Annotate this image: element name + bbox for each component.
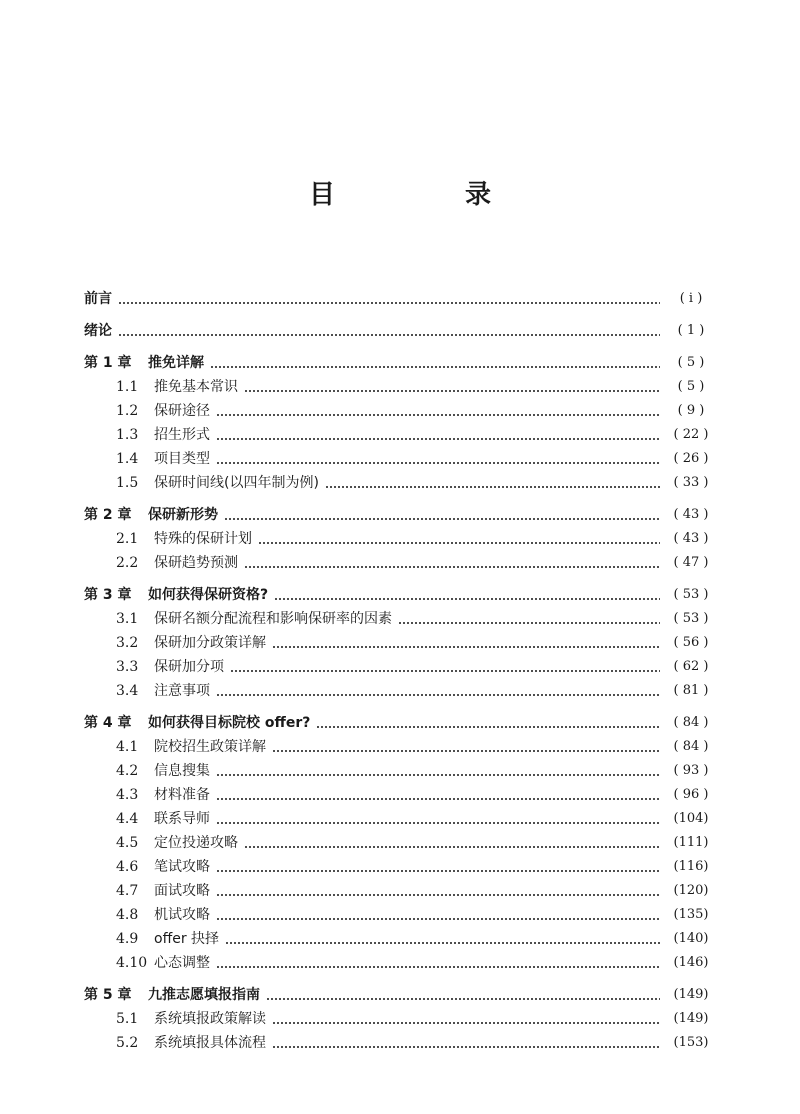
toc-entry-number: 第 4 章 bbox=[84, 715, 132, 731]
dot-leader bbox=[398, 607, 660, 631]
dot-leader bbox=[216, 783, 660, 807]
toc-entry-number: 4.7 bbox=[116, 883, 139, 899]
toc-entry-title: 心态调整 bbox=[154, 955, 210, 971]
dot-leader bbox=[244, 831, 660, 855]
toc-entry-title: 招生形式 bbox=[154, 427, 210, 443]
toc-entry-number: 3.4 bbox=[116, 683, 139, 699]
toc-entry-title: 机试攻略 bbox=[154, 907, 210, 923]
toc-entry-title: 系统填报政策解读 bbox=[154, 1011, 266, 1027]
toc-entry-number: 1.2 bbox=[116, 403, 139, 419]
dot-leader bbox=[118, 287, 660, 311]
dot-leader bbox=[272, 735, 660, 759]
toc-section-entry bbox=[0, 1031, 800, 1055]
toc-entry-number: 3.3 bbox=[116, 659, 139, 675]
toc-entry-number: 1.1 bbox=[116, 379, 139, 395]
toc-entry-number: 4.3 bbox=[116, 787, 139, 803]
dot-leader bbox=[216, 951, 660, 975]
toc-page-number: ( 43 ) bbox=[673, 507, 709, 522]
toc-entry-number: 第 5 章 bbox=[84, 987, 132, 1003]
toc-chapter-entry bbox=[0, 351, 800, 375]
toc-page-number: ( 1 ) bbox=[677, 323, 705, 338]
toc-page-number: (149) bbox=[673, 1011, 709, 1026]
toc-page-number: ( 47 ) bbox=[673, 555, 709, 570]
toc-section-entry bbox=[0, 607, 800, 631]
toc-section-entry bbox=[0, 375, 800, 399]
toc-section-entry bbox=[0, 759, 800, 783]
toc-page-number: (116) bbox=[673, 859, 709, 874]
toc-entry-number: 4.5 bbox=[116, 835, 139, 851]
toc-entry-title: 系统填报具体流程 bbox=[154, 1035, 266, 1051]
dot-leader bbox=[118, 319, 660, 343]
toc-page-number: ( 22 ) bbox=[673, 427, 709, 442]
toc-section-entry bbox=[0, 831, 800, 855]
toc-section-entry bbox=[0, 551, 800, 575]
dot-leader bbox=[230, 655, 660, 679]
dot-leader bbox=[224, 503, 660, 527]
toc-chapter-entry bbox=[0, 983, 800, 1007]
toc-page-number: ( 93 ) bbox=[673, 763, 709, 778]
toc-section-entry bbox=[0, 655, 800, 679]
toc-page-number: (149) bbox=[673, 987, 709, 1002]
toc-section-entry bbox=[0, 679, 800, 703]
dot-leader bbox=[216, 423, 660, 447]
toc-page-number: ( ⅰ ) bbox=[679, 291, 703, 306]
toc-entry-title: 推免基本常识 bbox=[154, 379, 238, 395]
toc-entry-title: 信息搜集 bbox=[154, 763, 210, 779]
dot-leader bbox=[216, 447, 660, 471]
toc-page-number: (146) bbox=[673, 955, 709, 970]
toc-entry-number: 4.1 bbox=[116, 739, 139, 755]
toc-page-number: ( 81 ) bbox=[673, 683, 709, 698]
toc-page-number: ( 5 ) bbox=[677, 355, 705, 370]
toc-entry-title: 院校招生政策详解 bbox=[154, 739, 266, 755]
toc-entry-title: 保研加分政策详解 bbox=[154, 635, 266, 651]
toc-entry-title: 九推志愿填报指南 bbox=[148, 987, 260, 1003]
toc-page-number: ( 96 ) bbox=[673, 787, 709, 802]
toc-entry-number: 3.2 bbox=[116, 635, 139, 651]
dot-leader bbox=[216, 759, 660, 783]
toc-entry-number: 4.8 bbox=[116, 907, 139, 923]
dot-leader bbox=[210, 351, 660, 375]
toc-entry-number: 4.10 bbox=[116, 955, 148, 971]
dot-leader bbox=[216, 679, 660, 703]
toc-entry-title: 保研趋势预测 bbox=[154, 555, 238, 571]
toc-section-entry bbox=[0, 783, 800, 807]
toc-entry-number: 5.2 bbox=[116, 1035, 139, 1051]
toc-entry-number: 5.1 bbox=[116, 1011, 139, 1027]
toc-page-number: ( 56 ) bbox=[673, 635, 709, 650]
toc-section-entry bbox=[0, 399, 800, 423]
toc-page-number: ( 5 ) bbox=[677, 379, 705, 394]
toc-entry-number: 2.2 bbox=[116, 555, 139, 571]
toc-chapter-entry bbox=[0, 287, 800, 311]
toc-entry-title: 项目类型 bbox=[154, 451, 210, 467]
toc-page-number: ( 26 ) bbox=[673, 451, 709, 466]
toc-section-entry bbox=[0, 951, 800, 975]
toc-section-entry bbox=[0, 879, 800, 903]
dot-leader bbox=[216, 399, 660, 423]
toc-entry-number: 4.9 bbox=[116, 931, 139, 947]
table-of-contents bbox=[0, 287, 800, 1055]
toc-entry-number: 1.3 bbox=[116, 427, 139, 443]
toc-page-number: ( 43 ) bbox=[673, 531, 709, 546]
toc-section-entry bbox=[0, 855, 800, 879]
toc-entry-title: 如何获得目标院校 offer? bbox=[148, 715, 311, 731]
dot-leader bbox=[216, 807, 660, 831]
dot-leader bbox=[325, 471, 660, 495]
dot-leader bbox=[274, 583, 660, 607]
toc-entry-number: 1.5 bbox=[116, 475, 139, 491]
toc-page-number: (135) bbox=[673, 907, 709, 922]
toc-entry-title: 推免详解 bbox=[148, 355, 204, 371]
toc-entry-number: 4.2 bbox=[116, 763, 139, 779]
toc-page-number: ( 53 ) bbox=[673, 611, 709, 626]
toc-section-entry bbox=[0, 807, 800, 831]
toc-entry-title: 联系导师 bbox=[154, 811, 210, 827]
toc-page-number: ( 53 ) bbox=[673, 587, 709, 602]
toc-entry-number: 2.1 bbox=[116, 531, 139, 547]
page-title: 目 录 bbox=[308, 180, 543, 210]
dot-leader bbox=[244, 551, 660, 575]
toc-entry-title: 如何获得保研资格? bbox=[148, 587, 269, 603]
dot-leader bbox=[258, 527, 660, 551]
toc-entry-title: 保研加分项 bbox=[154, 659, 224, 675]
toc-page-number: (140) bbox=[673, 931, 709, 946]
toc-section-entry bbox=[0, 527, 800, 551]
dot-leader bbox=[266, 983, 660, 1007]
toc-entry-title: 笔试攻略 bbox=[154, 859, 210, 875]
toc-page-number: (153) bbox=[673, 1035, 709, 1050]
toc-section-entry bbox=[0, 903, 800, 927]
toc-entry-title: 前言 bbox=[84, 291, 112, 307]
toc-page-number: ( 84 ) bbox=[673, 739, 709, 754]
toc-entry-number: 第 2 章 bbox=[84, 507, 132, 523]
toc-entry-title: 注意事项 bbox=[154, 683, 210, 699]
dot-leader bbox=[225, 927, 660, 951]
toc-entry-title: 绪论 bbox=[84, 323, 112, 339]
toc-entry-number: 4.6 bbox=[116, 859, 139, 875]
toc-entry-number: 1.4 bbox=[116, 451, 139, 467]
toc-entry-number: 4.4 bbox=[116, 811, 139, 827]
toc-page-number: ( 84 ) bbox=[673, 715, 709, 730]
toc-entry-title: 定位投递攻略 bbox=[154, 835, 238, 851]
toc-section-entry bbox=[0, 447, 800, 471]
toc-entry-title: 保研途径 bbox=[154, 403, 210, 419]
toc-section-entry bbox=[0, 631, 800, 655]
toc-entry-title: 材料准备 bbox=[154, 787, 210, 803]
toc-section-entry bbox=[0, 927, 800, 951]
toc-entry-number: 第 1 章 bbox=[84, 355, 132, 371]
dot-leader bbox=[244, 375, 660, 399]
toc-entry-number: 第 3 章 bbox=[84, 587, 132, 603]
dot-leader bbox=[216, 855, 660, 879]
toc-page-number: ( 33 ) bbox=[673, 475, 709, 490]
toc-entry-title: 保研时间线(以四年制为例) bbox=[154, 475, 319, 491]
dot-leader bbox=[316, 711, 660, 735]
toc-entry-title: 面试攻略 bbox=[154, 883, 210, 899]
toc-page-number: (104) bbox=[673, 811, 709, 826]
toc-entry-title: offer 抉择 bbox=[154, 931, 220, 947]
dot-leader bbox=[272, 1031, 660, 1055]
toc-chapter-entry bbox=[0, 711, 800, 735]
toc-section-entry bbox=[0, 735, 800, 759]
toc-entry-title: 特殊的保研计划 bbox=[154, 531, 252, 547]
toc-chapter-entry bbox=[0, 319, 800, 343]
toc-page-number: ( 62 ) bbox=[673, 659, 709, 674]
toc-entry-title: 保研名额分配流程和影响保研率的因素 bbox=[154, 611, 392, 627]
dot-leader bbox=[216, 903, 660, 927]
dot-leader bbox=[272, 1007, 660, 1031]
toc-page-number: (111) bbox=[673, 835, 709, 850]
toc-entry-number: 3.1 bbox=[116, 611, 139, 627]
toc-section-entry bbox=[0, 471, 800, 495]
toc-page-number: (120) bbox=[673, 883, 709, 898]
dot-leader bbox=[272, 631, 660, 655]
dot-leader bbox=[216, 879, 660, 903]
toc-entry-title: 保研新形势 bbox=[148, 507, 218, 523]
toc-section-entry bbox=[0, 423, 800, 447]
toc-page-number: ( 9 ) bbox=[677, 403, 705, 418]
toc-chapter-entry bbox=[0, 503, 800, 527]
toc-section-entry bbox=[0, 1007, 800, 1031]
toc-chapter-entry bbox=[0, 583, 800, 607]
